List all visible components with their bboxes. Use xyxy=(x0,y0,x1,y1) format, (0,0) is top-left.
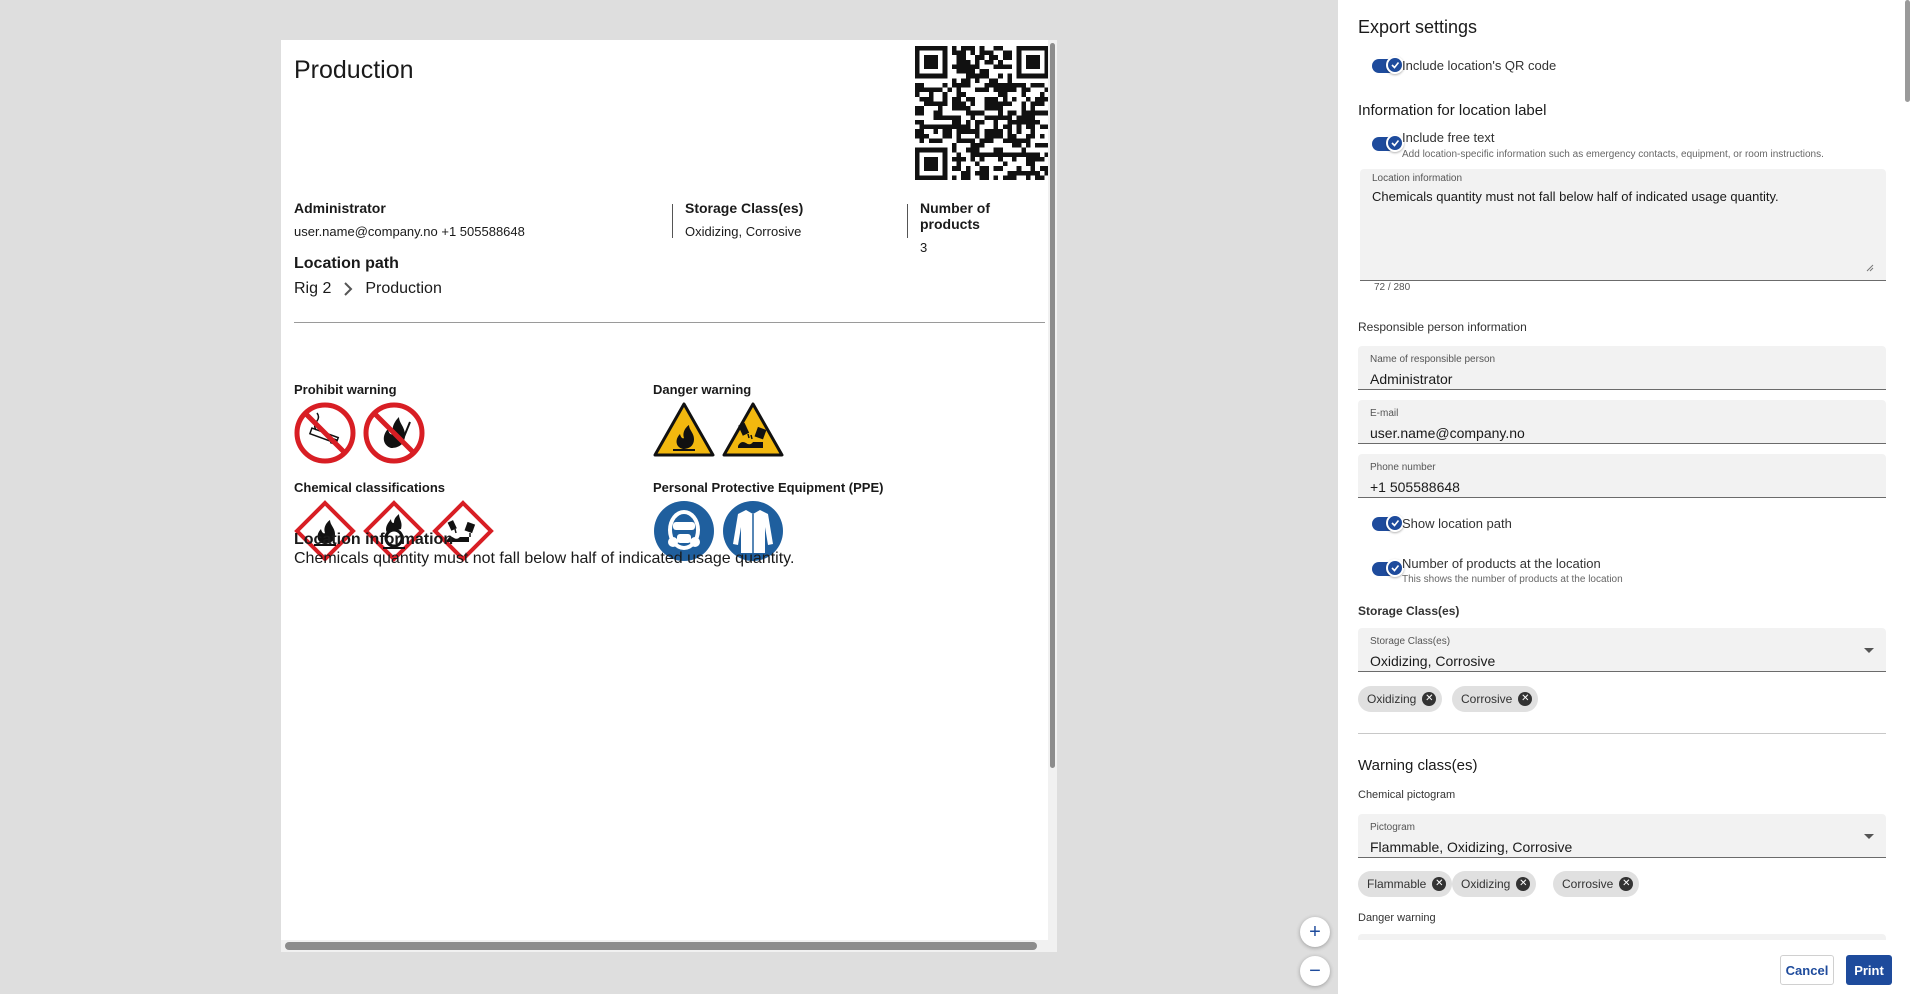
show-location-path-label: Show location path xyxy=(1402,516,1512,531)
location-information-textarea[interactable]: Chemicals quantity must not fall below half of indicated usage quantity. xyxy=(1372,189,1779,204)
panel-title: Export settings xyxy=(1358,17,1478,37)
responsible-name-field[interactable] xyxy=(1358,346,1886,390)
divider xyxy=(907,204,908,238)
email-field[interactable] xyxy=(1358,400,1886,444)
field-label: Pictogram xyxy=(1370,822,1416,833)
administrator-label: Administrator xyxy=(294,200,386,216)
include-qr-toggle[interactable] xyxy=(1372,59,1402,73)
remove-chip-icon[interactable]: ✕ xyxy=(1422,692,1436,706)
ppe-title: Personal Protective Equipment (PPE) xyxy=(653,480,884,495)
pictogram-chip[interactable] xyxy=(1553,871,1639,897)
storage-value: Oxidizing, Corrosive xyxy=(685,224,802,239)
include-free-text-label: Include free text xyxy=(1402,130,1495,145)
danger-warning-title: Danger warning xyxy=(653,382,752,397)
administrator-value: user.name@company.no +1 505588648 xyxy=(294,224,525,239)
panel-scrollbar-thumb[interactable] xyxy=(1905,0,1910,102)
field-label: Name of responsible person xyxy=(1370,354,1496,365)
pictogram-chip[interactable] xyxy=(1452,871,1536,897)
danger-icons xyxy=(653,402,784,458)
export-settings-panel xyxy=(1338,0,1912,994)
location-information-text: Chemicals quantity must not fall below half of indicated usage quantity. xyxy=(294,550,795,567)
remove-chip-icon[interactable]: ✕ xyxy=(1432,877,1446,891)
location-information-field[interactable] xyxy=(1360,169,1886,281)
field-label: E-mail xyxy=(1370,408,1399,419)
phone-field[interactable] xyxy=(1358,454,1886,498)
storage-section-title: Storage Class(es) xyxy=(1358,604,1460,618)
field-value[interactable]: user.name@company.no xyxy=(1370,425,1525,441)
products-label: Number of products xyxy=(920,200,990,232)
pictogram-chip[interactable] xyxy=(1358,871,1452,897)
danger-warning-title: Danger warning xyxy=(1358,912,1436,924)
storage-class-select[interactable] xyxy=(1358,628,1886,672)
remove-chip-icon[interactable]: ✕ xyxy=(1516,877,1530,891)
print-button[interactable]: Print xyxy=(1846,955,1892,985)
qr-code-icon xyxy=(915,43,1049,183)
chip-label: Oxidizing xyxy=(1461,877,1511,891)
chemical-pictogram-title: Chemical pictogram xyxy=(1358,789,1456,801)
settings-scroll-area[interactable] xyxy=(1338,0,1912,940)
zoom-in-button[interactable]: + xyxy=(1300,917,1330,947)
storage-label: Storage Class(es) xyxy=(685,200,804,216)
field-value[interactable]: +1 505588648 xyxy=(1370,479,1460,495)
chip-label: Oxidizing xyxy=(1367,692,1417,706)
location-path-item: Rig 2 xyxy=(294,280,332,297)
field-value: Oxidizing, Corrosive xyxy=(1370,653,1496,669)
divider xyxy=(1358,733,1886,734)
no-open-flame-icon xyxy=(363,402,425,464)
vertical-scrollbar-thumb[interactable] xyxy=(1050,43,1055,768)
products-value: 3 xyxy=(920,240,928,255)
prohibit-warning-title: Prohibit warning xyxy=(294,382,397,397)
location-path-item: Production xyxy=(365,280,442,297)
field-label: Phone number xyxy=(1370,462,1436,473)
warning-section-title: Warning class(es) xyxy=(1358,757,1478,774)
storage-chip[interactable] xyxy=(1358,686,1442,712)
storage-block xyxy=(685,200,803,239)
horizontal-scrollbar-thumb[interactable] xyxy=(285,942,1037,950)
storage-chip[interactable] xyxy=(1452,686,1538,712)
chip-label: Corrosive xyxy=(1562,877,1614,891)
show-location-path-toggle[interactable] xyxy=(1372,517,1402,531)
num-products-label: Number of products at the location xyxy=(1402,556,1601,571)
cancel-button[interactable]: Cancel xyxy=(1780,955,1834,985)
free-text-hint: Add location-specific information such as emergency contacts, equipment, or room instructions. xyxy=(1402,149,1824,160)
divider xyxy=(294,322,1045,323)
chevron-right-icon xyxy=(341,280,355,298)
administrator-block xyxy=(294,200,525,239)
chip-label: Corrosive xyxy=(1461,692,1513,706)
chemical-classifications-title: Chemical classifications xyxy=(294,480,446,495)
label-sheet xyxy=(281,40,1057,952)
responsible-section-title: Responsible person information xyxy=(1358,320,1527,334)
char-counter: 72 / 280 xyxy=(1374,282,1411,293)
panel-footer xyxy=(1338,940,1912,994)
label-title: Production xyxy=(294,56,414,84)
location-path xyxy=(294,280,442,298)
field-label: Storage Class(es) xyxy=(1370,636,1451,647)
include-qr-label: Include location's QR code xyxy=(1402,58,1557,73)
label-content xyxy=(281,40,1051,940)
info-section-title: Information for location label xyxy=(1358,102,1547,119)
no-smoking-icon xyxy=(294,402,356,464)
include-free-text-toggle[interactable] xyxy=(1372,137,1402,151)
remove-chip-icon[interactable]: ✕ xyxy=(1619,877,1633,891)
num-products-hint: This shows the number of products at the location xyxy=(1402,574,1623,585)
flammable-warning-icon xyxy=(653,402,715,458)
prohibit-icons xyxy=(294,402,425,464)
dropdown-arrow-icon[interactable] xyxy=(1864,648,1874,653)
location-information-field-label: Location information xyxy=(1372,173,1463,184)
corrosive-warning-icon xyxy=(722,402,784,458)
products-block xyxy=(920,200,1051,255)
resize-handle-icon[interactable] xyxy=(1866,264,1874,272)
num-products-toggle[interactable] xyxy=(1372,562,1402,576)
location-information-title: Location information xyxy=(294,531,454,548)
dropdown-arrow-icon[interactable] xyxy=(1864,834,1874,839)
field-value: Flammable, Oxidizing, Corrosive xyxy=(1370,839,1573,855)
location-path-title: Location path xyxy=(294,255,399,272)
chip-label: Flammable xyxy=(1367,877,1427,891)
pictogram-select[interactable] xyxy=(1358,814,1886,858)
zoom-out-button[interactable]: − xyxy=(1300,956,1330,986)
field-value[interactable]: Administrator xyxy=(1370,371,1453,387)
remove-chip-icon[interactable]: ✕ xyxy=(1518,692,1532,706)
divider xyxy=(672,204,673,238)
